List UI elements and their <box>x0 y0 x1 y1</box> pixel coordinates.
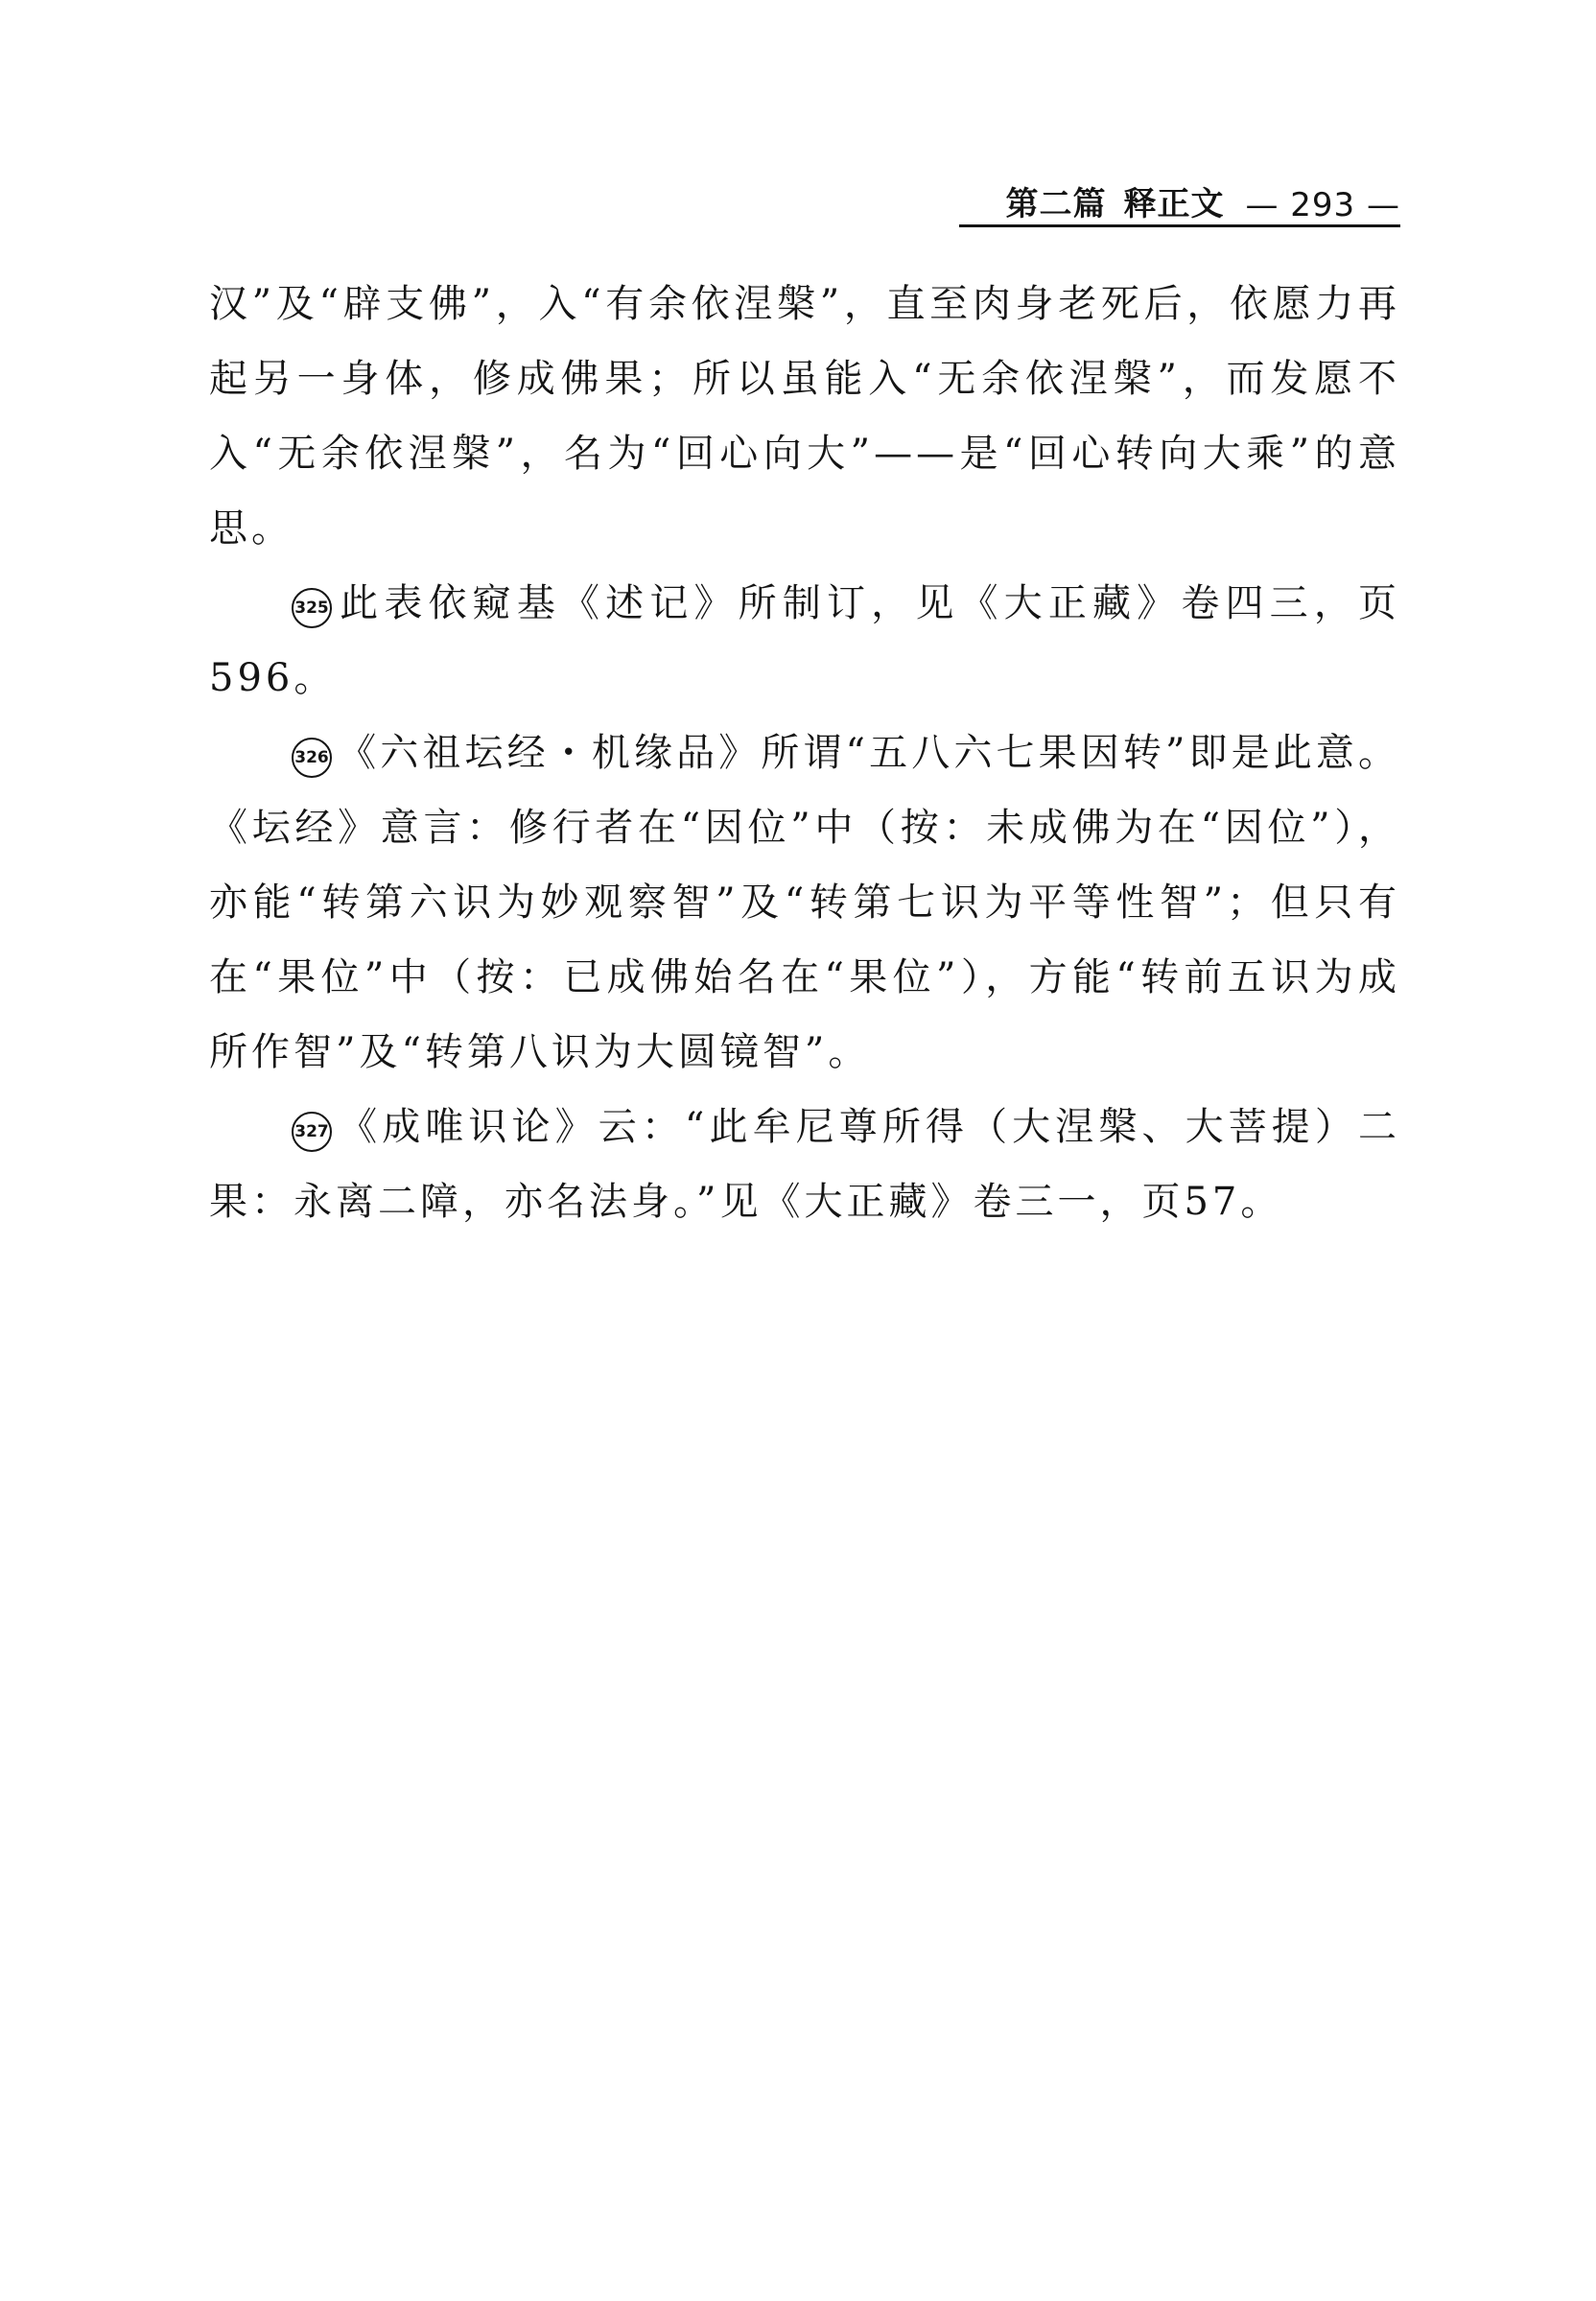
endnote-text-325: 此表依窥基《述记》所制订，见《大正藏》卷四三，页596。 <box>209 581 1400 700</box>
endnote-text-327: 《成唯识论》云：“此牟尼尊所得（大涅槃、大菩提）二果：永离二障，亦名法身。”见《大正藏》卷三一，页57。 <box>209 1105 1400 1224</box>
header-section-title: 释正文 <box>1123 185 1225 223</box>
endnote-number-325: 325 <box>292 588 332 628</box>
page-number: — 293 — <box>1245 186 1400 224</box>
endnote-number-326: 326 <box>292 738 332 778</box>
running-header <box>959 171 1400 224</box>
endnote-325 <box>209 566 1400 716</box>
continued-paragraph: 汉”及“辟支佛”，入“有余依涅槃”，直至肉身老死后，依愿力再起另一身体，修成佛果；所以虽能入“无余依涅槃”，而发愿不入“无余依涅槃”，名为“回心向大”——是“回心转向大乘”的意思。 <box>209 282 1400 551</box>
endnote-text-326: 《六祖坛经・机缘品》所谓“五八六七果因转”即是此意。《坛经》意言：修行者在“因位”中（按：未成佛为在“因位”），亦能“转第六识为妙观察智”及“转第七识为平等性智”；但只有在“果位”中（按：已成佛始名在“果位”），方能“转前五识为成所作智”及“转第八识为大圆镜智”。 <box>209 731 1400 1074</box>
header-rule <box>959 224 1400 227</box>
endnote-number-327: 327 <box>292 1112 332 1152</box>
body-text <box>209 267 1400 1239</box>
endnote-327 <box>209 1090 1400 1239</box>
endnote-326 <box>209 716 1400 1090</box>
header-part-title: 第二篇 <box>1005 185 1107 223</box>
